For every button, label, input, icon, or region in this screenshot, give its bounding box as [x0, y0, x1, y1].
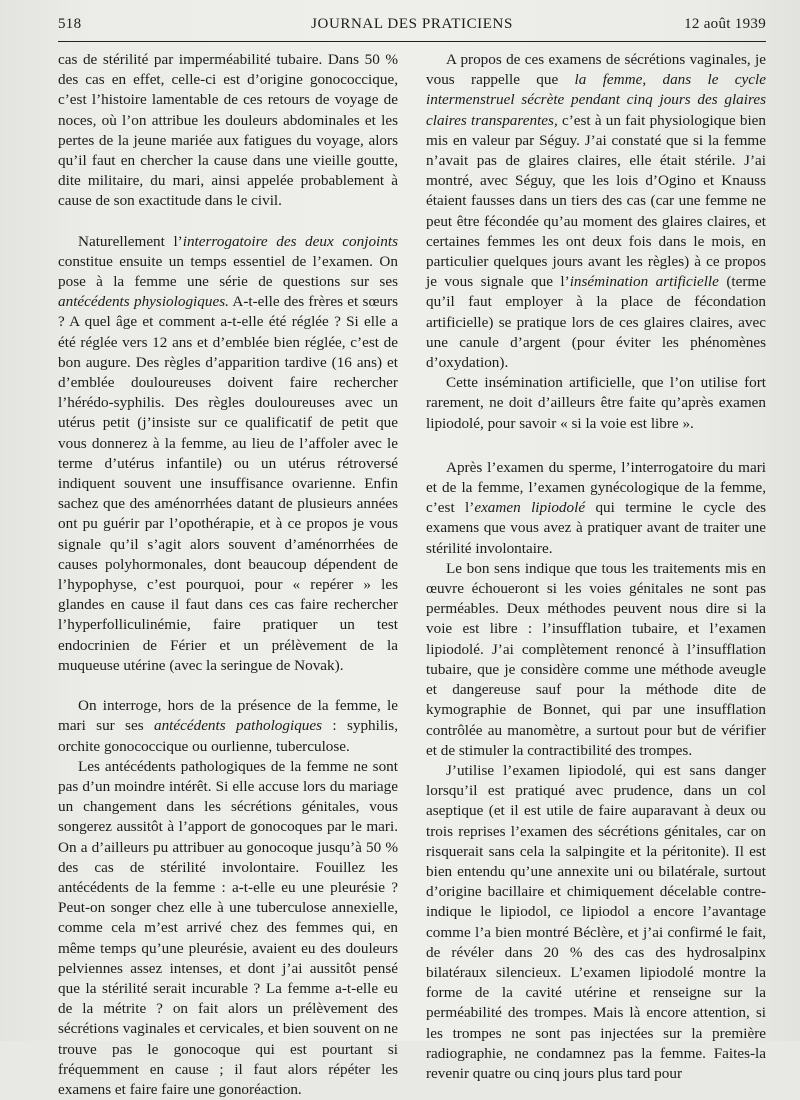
paragraph: J’utilise l’examen lipiodolé, qui est sans danger lorsqu’il est pratiqué avec prudence, dans un col aseptique (et il est utile de faire auparavant à deux ou trois reprises l’examen des sécrétions génitales, car on risquerait sans cela la salpingite et la péritonite). Il est bien entendu qu’une annexite uni ou bilatérale, surtout d’origine bacillaire et chimiquement décelable contre-indique le lipiodol, ce lipiodol a encore l’avantage comme l’a bien montré Béclère, et j’ai confirmé le fait, de révéler dans 20 % des cas des hydrosalpinx bilatéraux silencieux. L’examen lipiodolé montre la forme de la cavité utérine et renseigne sur la perméabilité des trompes. Mais là encore attention, si les trompes ne sont pas injectées sur la première radiographie, ne condamnez pas la femme. Faites-la revenir quatre ou cinq jours plus tard pour: [426, 761, 766, 1082]
paragraph: Cette insémination artificielle, que l’on utilise fort rarement, ne doit d’ailleurs être faite qu’après examen lipiodolé, pour savoir « si la voie est libre ».: [426, 374, 766, 432]
text-run: Naturellement l’: [78, 232, 183, 250]
text-run: constitue ensuite un temps essentiel de l’examen. On pose à la femme une série de questions sur ses: [58, 252, 398, 291]
paragraph: [58, 696, 398, 757]
paragraph: Les antécédents pathologiques de la femme ne sont pas d’un moindre intérêt. Si elle accuse lors du mariage un changement dans les sécrétions génitales, vous songerez aussitôt à l’apport de gonocoques par le mari. On a d’ailleurs pu attribuer au gonocoque jusqu’à 50 % des cas de stérilité involontaire. Fouillez les antécédents de la femme : a-t-elle eu une pleurésie ? Peut-on songer chez elle à une tuberculose annexielle, comme cela m’est arrivé chez des femmes qui, en même temps qu’une pleurésie, avaient eu des douleurs pelviennes assez intenses, et dont j’ai aussitôt pensé que la stérilité serait incurable ? La femme a-t-elle eu de la métrite ? on fait alors un prélèvement des sécrétions vaginales et cervicales, et bien souvent on ne trouve pas le gonocoque qui est pourtant si fréquemment en cause ; il faut alors répéter les examens et faire faire une gonoréaction.: [58, 757, 398, 1098]
italic-run: antécédents pathologiques: [153, 717, 323, 735]
text-run: (terme qu’il faut employer à la place de fécondation artificielle) se pratique lors de ces glaires claires, avec une canule d’argent (pour éviter les phénomènes d’oxydation).: [426, 273, 766, 372]
right-column: [426, 50, 766, 1084]
text-run: A-t-elle des frères et sœurs ? A quel âge et comment a-t-elle été réglée ? Si elle a été réglée vers 12 ans et d’emblée bien réglée, c’est de bon augure. Des règles d’apparition tardive (16 ans) et d’emblée douloureuses doivent faire rechercher l’hérédo-syphilis. Des règles douloureuses avec un utérus petit (j’insiste sur ce qualificatif de petit que vous donnerez à la femme, au lieu de l’affoler avec le terme d’utérus infantile) ou un utérus rétroversé indiquent souvent une insuffisance ovarienne. Enfin sachez que des aménorrhées datant de plusieurs années ont pu guérir par l’opothérapie, et à ce propos je vous signale qu’il s’agit alors souvent d’aménorrhées de causes polyhormonales, dont beaucoup dépendent de l’hypophyse, c’est pourquoi, pour « repérer » les glandes en cause il faut dans ces cas faire rechercher l’hyperfolliculinémie, faire pratiquer un test endocrinien de Férier et un prélèvement de la muqueuse utérine (avec la seringue de Novak).: [58, 293, 398, 674]
text-run: qui termine le cycle des examens que vous avez à pratiquer avant de traiter une stérilité involontaire.: [426, 499, 766, 557]
italic-run: la femme, dans le cycle intermenstruel sécrète pendant cinq jours des glaires claires transparentes,: [426, 71, 766, 129]
paragraph: cas de stérilité par imperméabilité tubaire. Dans 50 % des cas en effet, celle-ci est d’origine gonococcique, c’est l’histoire lamentable de ces retours de voyage de noces, où l’on attribue les douleurs abdominales et les pertes de la jeune mariée aux fatigues du voyage, alors qu’il faut en chercher la cause dans une vieille goutte, dite militaire, du mari, ainsi appelée probablement à cause de son exactitude dans le civil.: [58, 51, 398, 210]
header-rule: [58, 41, 766, 42]
text-run: A propos de ces examens de sécrétions vaginales, je vous rappelle que: [426, 51, 766, 89]
paragraph: [58, 232, 398, 676]
journal-title: JOURNAL DES PRATICIENS: [311, 16, 513, 32]
left-column: [58, 50, 398, 1100]
text-run: Après l’examen du sperme, l’interrogatoire du mari et de la femme, l’examen gynécologique de la femme, c’est l’: [426, 458, 766, 517]
italic-run: interrogatoire des deux conjoints: [182, 232, 398, 250]
italic-run: examen lipiodolé: [474, 499, 586, 517]
issue-date: 12 août 1939: [684, 16, 766, 32]
paragraph: [426, 50, 766, 373]
text-run: On interroge, hors de la présence de la femme, le mari sur ses: [58, 697, 398, 735]
text-run: c’est à un fait physiologique bien mis en valeur par Séguy. J’ai constaté que si la femme n’avait pas de glaires claires, elle était stérile. J’ai montré, avec Séguy, que les lois d’Ogino et Knauss étaient fausses dans un tiers des cas (car une femme ne peut être fécondée qu’au moment des glaires claires, et certaines femmes les ont deux fois dans le mois, en particulier quelques jours avant les règles) à ce propos je vous signale que l’: [426, 111, 766, 291]
italic-run: antécédents physiologiques.: [58, 293, 229, 311]
paragraph: [426, 458, 766, 559]
paragraph: Le bon sens indique que tous les traitements mis en œuvre échoueront si les voies génitales ne sont pas perméables. Deux méthodes peuvent nous dire si la voie est libre : l’insufflation tubaire, et l’examen lipiodolé. J’ai complètement renoncé à l’insufflation tubaire, que je considère comme une méthode aveugle et dangereuse sauf pour la méthode dite de kymographie de Bonnet, qui par une insufflation contrôlée au manomètre, a surtout pour but de vérifier et de stimuler la contractibilité des trompes.: [426, 559, 766, 759]
running-head: [58, 14, 766, 36]
page-number: 518: [58, 16, 82, 32]
italic-run: insémination artificielle: [569, 273, 719, 291]
text-run: : syphilis, orchite gonococcique ou ourlienne, tuberculose.: [58, 717, 399, 755]
